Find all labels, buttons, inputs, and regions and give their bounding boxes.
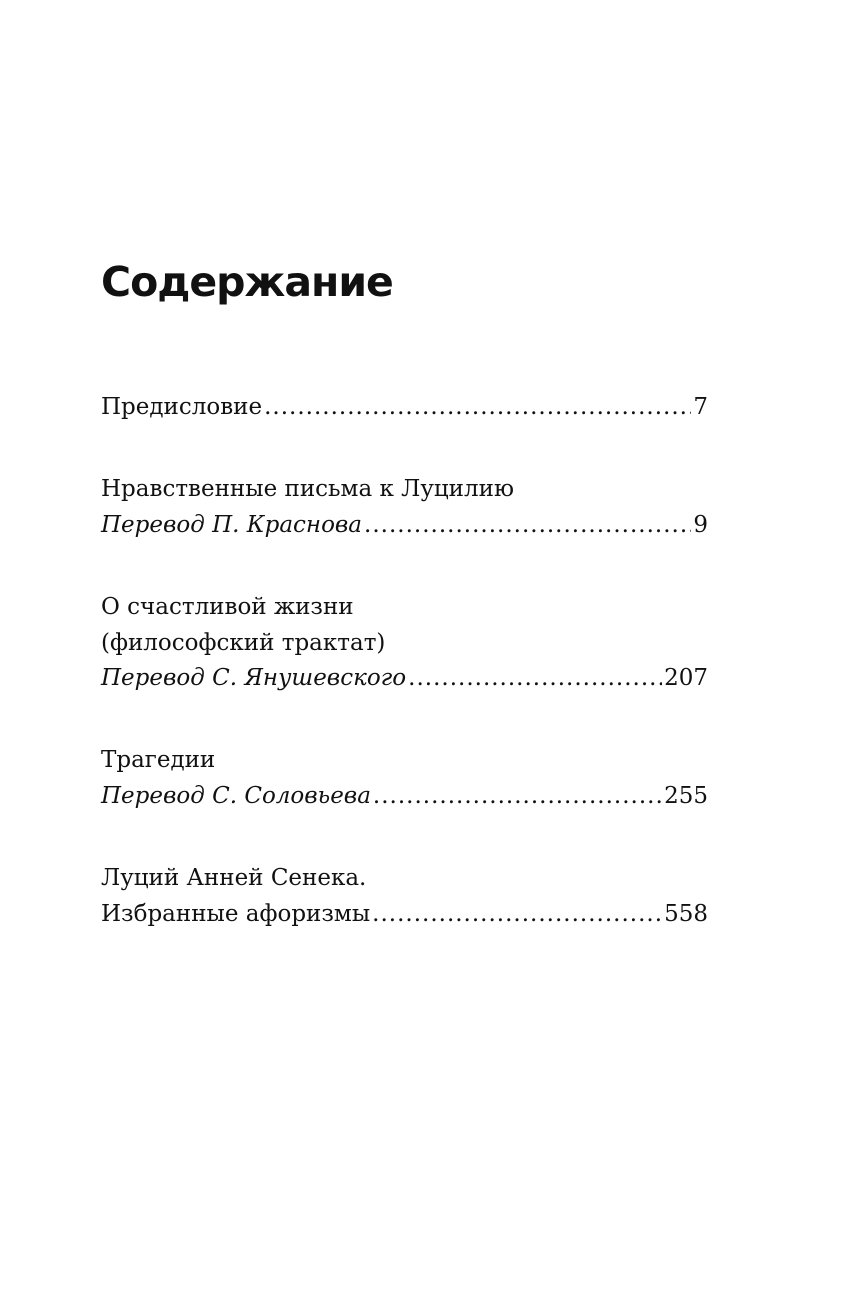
toc-leader-line [101,897,708,933]
toc-leader-line [101,779,708,815]
translator-credit: Перевод С. Соловьева [101,782,371,809]
dot-leader [364,508,691,544]
dot-leader [264,390,691,426]
dot-leader [408,661,662,697]
page-number: 558 [664,900,708,927]
page-number: 7 [693,394,708,420]
toc-leader-line [101,508,708,544]
page-number: 207 [664,665,708,691]
toc-entry-tragedies[interactable] [101,743,708,814]
translator-credit: Перевод С. Янушевского [101,665,407,691]
toc-entry-title: Нравственные письма к Луцилию [101,476,514,502]
toc-entry-preface[interactable] [101,390,708,426]
dot-leader [373,779,662,815]
toc-entry-title: Трагедии [101,747,216,773]
toc-entry-title: О счастливой жизни [101,594,354,620]
toc-entry-moral-letters[interactable] [101,472,708,543]
toc-entry-title: Луций Анней Сенека. [101,865,367,891]
page-number: 9 [693,511,708,538]
toc-entry-aphorisms[interactable] [101,861,708,932]
toc-entry-subtitle: (философский трактат) [101,629,386,656]
toc-entry-subtitle: Избранные афоризмы [101,900,371,927]
page-title: Содержание [101,258,393,306]
page-number: 255 [664,782,708,809]
toc-leader-line [101,661,708,697]
toc-entry-title: Предисловие [101,394,263,420]
translator-credit: Перевод П. Краснова [101,511,363,538]
toc-leader-line [101,390,708,426]
toc-entry-happy-life[interactable] [101,590,708,697]
dot-leader [372,897,662,933]
